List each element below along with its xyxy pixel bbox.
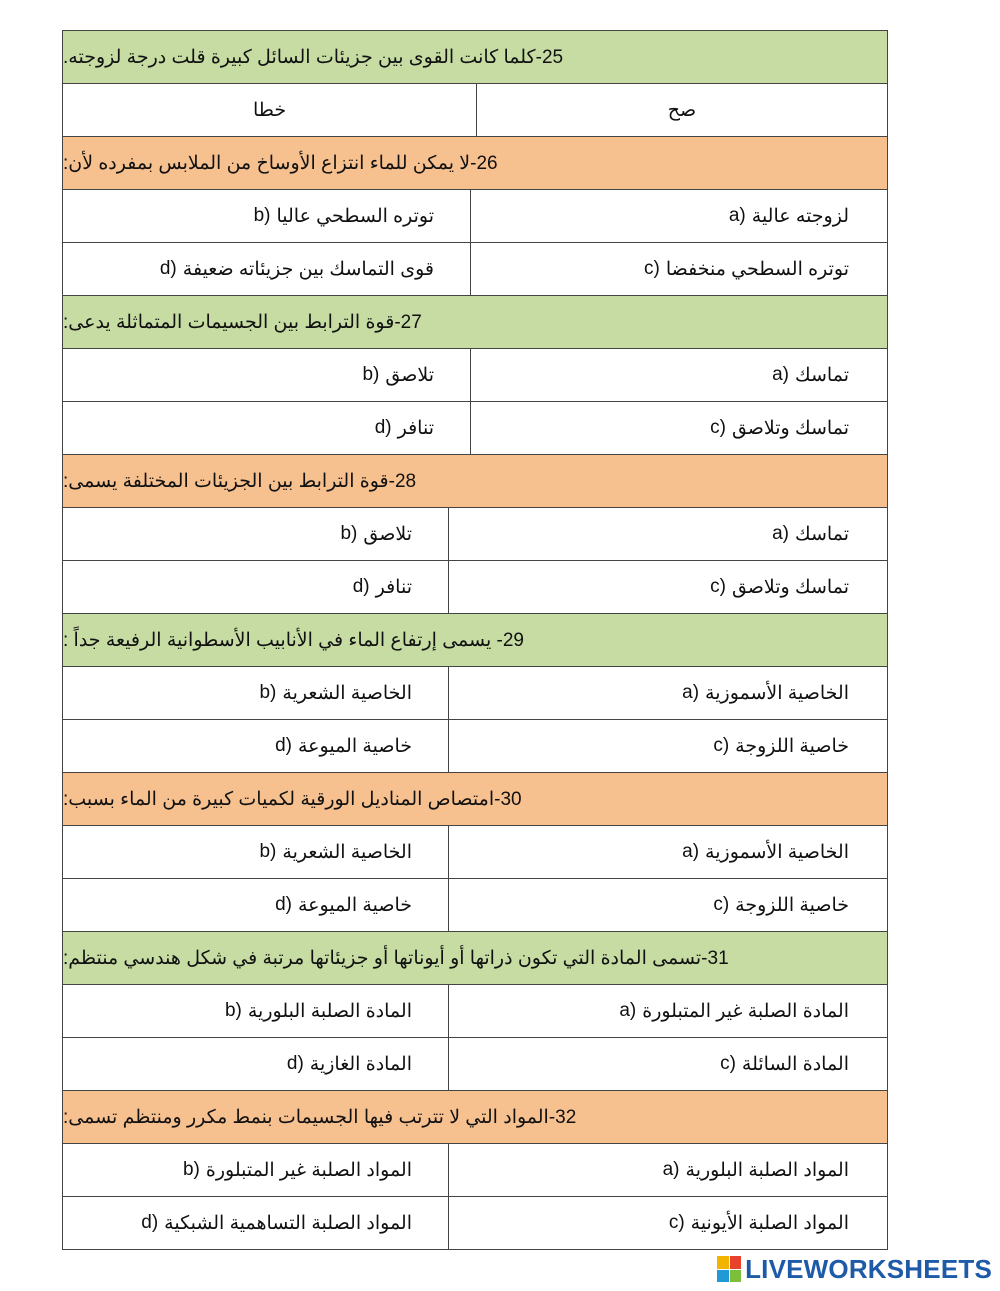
question-27 [63,296,887,349]
question-31-row-2 [63,1038,887,1091]
option-text: المواد الصلبة البلورية [685,1159,849,1181]
question-32-row-1 [63,1144,887,1197]
option-text: المادة الصلبة غير المتبلورة [642,1000,849,1022]
question-29-prompt: 29- يسمى إرتفاع الماء في الأنابيب الأسطوانية الرفيعة جداً : [63,629,524,651]
question-28-row-2 [63,561,887,614]
option-text: تلاصق [385,364,434,386]
option-letter: c) [710,576,726,597]
option-text: الخاصية الأسموزية [705,841,849,863]
option-text: الخاصية الشعرية [282,841,412,863]
option-letter: a) [728,205,746,226]
option-text: توتره السطحي عاليا [276,205,434,227]
option-letter: d) [275,894,292,915]
option-text: المادة الغازية [309,1053,412,1075]
false-label: خطا [252,99,287,121]
mark-square [730,1256,742,1269]
question-31-option-a[interactable] [449,985,887,1037]
false-option[interactable] [63,84,477,136]
question-28-option-a[interactable] [449,508,887,560]
question-27-option-a[interactable] [471,349,887,401]
option-text: تماسك وتلاصق [731,417,849,439]
question-32-prompt: 32-المواد التي لا تترتب فيها الجسيمات بنمط مكرر ومنتظم تسمى: [63,1106,577,1128]
option-text: خاصية اللزوجة [735,894,849,916]
question-32-option-d[interactable] [63,1197,449,1249]
question-26-option-d[interactable] [63,243,471,295]
option-text: المواد الصلبة غير المتبلورة [205,1159,412,1181]
question-31 [63,932,887,985]
question-26-row-1 [63,190,887,243]
question-32-option-b[interactable] [63,1144,449,1196]
option-letter: a) [619,1000,637,1021]
option-letter: a) [662,1159,680,1180]
option-text: المادة الصلبة البلورية [247,1000,412,1022]
option-text: خاصية اللزوجة [735,735,849,757]
option-letter: c) [713,894,730,915]
option-letter: d) [159,258,177,279]
option-letter: c) [713,735,730,756]
question-28-prompt: 28-قوة الترابط بين الجزيئات المختلفة يسمى: [63,470,417,492]
option-text: الخاصية الأسموزية [705,682,849,704]
question-27-option-b[interactable] [63,349,471,401]
option-text: خاصية الميوعة [298,735,412,757]
question-25-answers [63,84,887,137]
option-text: خاصية الميوعة [298,894,412,916]
question-25 [63,31,887,84]
option-letter: b) [340,523,358,544]
question-29-option-b[interactable] [63,667,449,719]
question-30-option-c[interactable] [449,879,887,931]
question-30-option-b[interactable] [63,826,449,878]
option-letter: b) [362,364,380,385]
question-29-row-1 [63,667,887,720]
question-28 [63,455,887,508]
question-31-row-1 [63,985,887,1038]
option-text: تماسك [795,523,849,545]
option-letter: b) [253,205,271,226]
question-32-option-a[interactable] [449,1144,887,1196]
worksheet-table [62,30,888,1250]
true-option[interactable] [477,84,887,136]
question-29-option-d[interactable] [63,720,449,772]
option-letter: b) [224,1000,242,1021]
question-32 [63,1091,887,1144]
option-text: الخاصية الشعرية [282,682,412,704]
question-30-option-a[interactable] [449,826,887,878]
question-26-prompt: 26-لا يمكن للماء انتزاع الأوساخ من الملابس بمفرده لأن: [63,152,498,174]
question-31-option-b[interactable] [63,985,449,1037]
question-30-row-2 [63,879,887,932]
question-29-option-c[interactable] [449,720,887,772]
question-31-option-d[interactable] [63,1038,449,1090]
option-letter: b) [259,841,277,862]
question-27-row-2 [63,402,887,455]
option-text: تلاصق [363,523,412,545]
question-27-option-d[interactable] [63,402,471,454]
mark-square [730,1270,742,1283]
question-28-option-b[interactable] [63,508,449,560]
option-text: تماسك [795,364,849,386]
mark-square [717,1270,729,1283]
question-26-row-2 [63,243,887,296]
option-letter: b) [182,1159,200,1180]
option-text: المواد الصلبة الأيونية [690,1212,849,1234]
option-letter: b) [259,682,277,703]
question-30-prompt: 30-امتصاص المناديل الورقية لكميات كبيرة من الماء بسبب: [63,788,522,810]
question-31-prompt: 31-تسمى المادة التي تكون ذراتها أو أيوناتها أو جزيئاتها مرتبة في شكل هندسي منتظم: [63,947,729,969]
option-letter: d) [374,417,392,438]
option-letter: d) [141,1212,159,1233]
option-text: قوى التماسك بين جزيئاته ضعيفة [182,258,434,280]
question-29-option-a[interactable] [449,667,887,719]
option-letter: d) [352,576,370,597]
question-30-row-1 [63,826,887,879]
brand-name: LIVEWORKSHEETS [745,1253,992,1284]
question-29 [63,614,887,667]
option-letter: a) [772,364,789,385]
option-letter: a) [682,682,700,703]
question-27-prompt: 27-قوة الترابط بين الجسيمات المتماثلة يدعى: [63,311,422,333]
option-text: تماسك وتلاصق [731,576,849,598]
option-text: توتره السطحي منخفضا [665,258,849,280]
question-32-option-c[interactable] [449,1197,887,1249]
question-26 [63,137,887,190]
question-26-option-b[interactable] [63,190,471,242]
question-28-option-d[interactable] [63,561,449,613]
option-letter: c) [720,1053,736,1074]
option-letter: a) [772,523,789,544]
question-27-option-c[interactable] [471,402,887,454]
option-letter: a) [682,841,700,862]
liveworksheets-mark-icon [717,1256,741,1282]
question-27-row-1 [63,349,887,402]
option-letter: d) [286,1053,304,1074]
option-letter: c) [668,1212,685,1233]
question-28-row-1 [63,508,887,561]
liveworksheets-logo[interactable] [717,1255,992,1283]
option-text: تنافر [397,417,434,439]
option-letter: d) [275,735,292,756]
mark-square [717,1256,729,1269]
option-letter: c) [710,417,726,438]
question-29-row-2 [63,720,887,773]
question-32-row-2 [63,1197,887,1250]
option-text: تنافر [375,576,412,598]
question-26-option-c[interactable] [471,243,887,295]
question-26-option-a[interactable] [471,190,887,242]
option-text: المادة السائلة [741,1053,849,1075]
question-31-option-c[interactable] [449,1038,887,1090]
true-label: صح [667,99,697,121]
question-25-prompt: 25-كلما كانت القوى بين جزيئات السائل كبيرة قلت درجة لزوجته. [63,46,564,68]
option-text: لزوجته عالية [751,205,849,227]
option-text: المواد الصلبة التساهمية الشبكية [164,1212,412,1234]
question-28-option-c[interactable] [449,561,887,613]
question-30 [63,773,887,826]
question-30-option-d[interactable] [63,879,449,931]
option-letter: c) [644,258,660,279]
